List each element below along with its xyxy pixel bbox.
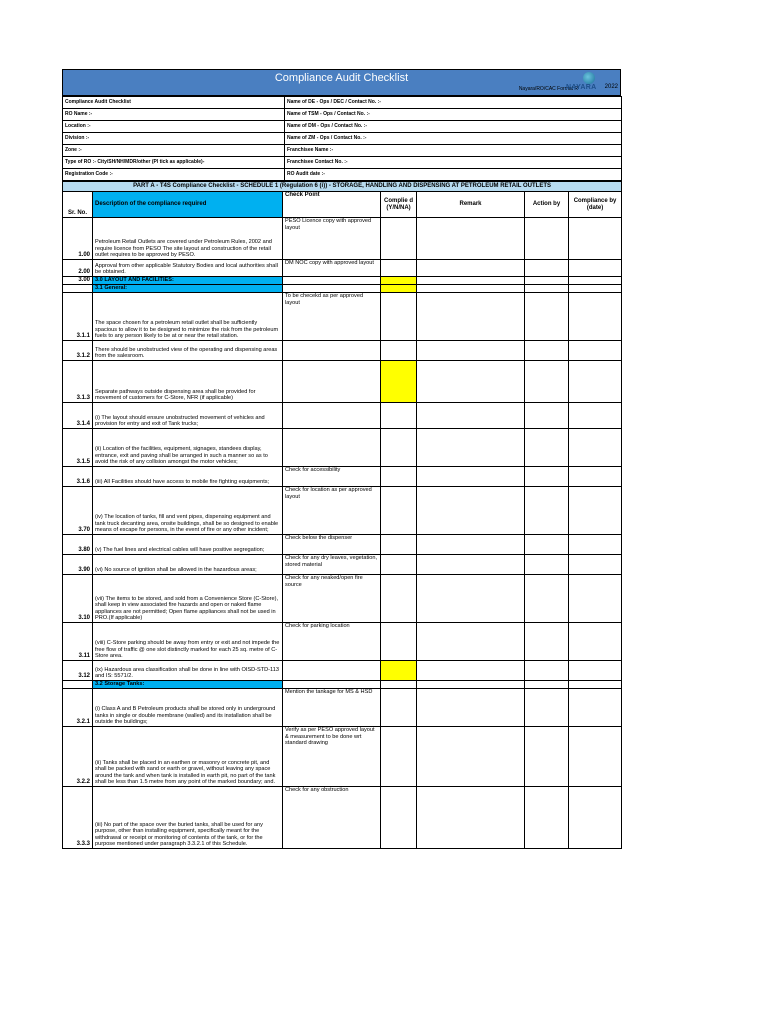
- header-row: [63, 157, 622, 169]
- compliance-date-cell[interactable]: [569, 429, 622, 467]
- header-row: [63, 133, 622, 145]
- col-compliance-date: Compliance by (date): [569, 192, 622, 218]
- complied-cell[interactable]: [381, 727, 417, 787]
- page-title: Compliance Audit Checklist: [274, 72, 409, 84]
- logo-word: NAYARA: [566, 84, 597, 91]
- remark-cell[interactable]: [417, 727, 525, 787]
- sr-no-cell: 3.2.1: [63, 689, 93, 727]
- description-cell: (viii) C-Store parking should be away from entry or exit and not impede the free flow of traffic @ one slot distinctly marked for each 25 sq. metre of C- Store area.: [93, 623, 283, 661]
- part-heading: PART A - T4S Compliance Checklist - SCHEDULE 1 (Regulation 6 (i)) - STORAGE, HANDLING AND DISPENSING AT PETROLEUM RETAIL OUTLETS: [63, 182, 622, 192]
- header-field-right[interactable]: [285, 157, 622, 169]
- description-cell: 3.1 General:: [93, 285, 283, 293]
- complied-cell[interactable]: [381, 681, 417, 689]
- complied-cell[interactable]: [381, 661, 417, 681]
- complied-cell[interactable]: [381, 787, 417, 849]
- description-cell: (iii) No part of the space over the buried tanks, shall be used for any purpose, other than installing equipment, specifically meant for the withdrawal or receipt or monitoring of contents of the tank, or for the purpose mentioned under paragraph 3.3.2.1 of this Schedule.: [93, 787, 283, 849]
- header-field-label: RO Audit date :-: [287, 171, 325, 178]
- header-field-label: Name of DM - Ops / Contact No. :-: [287, 123, 367, 130]
- nayara-logo-icon: [583, 72, 595, 84]
- header-field-right[interactable]: [285, 109, 622, 121]
- compliance-date-cell[interactable]: [569, 787, 622, 849]
- action-by-cell[interactable]: [525, 689, 569, 727]
- complied-cell[interactable]: [381, 555, 417, 575]
- complied-cell[interactable]: [381, 293, 417, 341]
- header-field-left[interactable]: [63, 133, 285, 145]
- action-by-cell[interactable]: [525, 623, 569, 661]
- check-point-cell: [283, 277, 381, 285]
- action-by-cell[interactable]: [525, 575, 569, 623]
- sr-no-cell: 2.00: [63, 260, 93, 277]
- header-field-left[interactable]: [63, 109, 285, 121]
- header-row: [63, 169, 622, 181]
- compliance-date-cell[interactable]: [569, 293, 622, 341]
- action-by-cell[interactable]: [525, 727, 569, 787]
- check-point-cell: [283, 429, 381, 467]
- part-heading-row: [63, 182, 622, 192]
- description-cell: Approval from other applicable Statutory Bodies and local authorities shall be obtained.: [93, 260, 283, 277]
- complied-cell[interactable]: [381, 341, 417, 361]
- table-row: [63, 623, 622, 661]
- sr-no-cell: 3.70: [63, 487, 93, 535]
- action-by-cell[interactable]: [525, 293, 569, 341]
- complied-cell[interactable]: [381, 535, 417, 555]
- action-by-cell[interactable]: [525, 285, 569, 293]
- col-action-by: Action by: [525, 192, 569, 218]
- compliance-date-cell[interactable]: [569, 575, 622, 623]
- header-field-left[interactable]: [63, 97, 285, 109]
- compliance-date-cell[interactable]: [569, 361, 622, 403]
- compliance-date-cell[interactable]: [569, 535, 622, 555]
- compliance-date-cell[interactable]: [569, 277, 622, 285]
- compliance-date-cell[interactable]: [569, 689, 622, 727]
- table-row: [63, 787, 622, 849]
- header-field-label: Name of ZM - Ops / Contact No. :-: [287, 135, 367, 142]
- complied-cell[interactable]: [381, 487, 417, 535]
- header-row: [63, 145, 622, 157]
- header-field-label: Division :-: [65, 135, 90, 142]
- header-row: [63, 109, 622, 121]
- sr-no-cell: 3.1.1: [63, 293, 93, 341]
- checklist-table: [62, 181, 622, 849]
- table-row: [63, 260, 622, 277]
- description-cell: (i) Class A and B Petroleum products shall be stored only in underground tanks in single or double membrane (walled) and its installation shall be outside the buildings;: [93, 689, 283, 727]
- check-point-cell: Check for parking location: [283, 623, 381, 661]
- compliance-date-cell[interactable]: [569, 555, 622, 575]
- check-point-cell: PESO Licence copy with approved layout: [283, 218, 381, 260]
- table-row: [63, 293, 622, 341]
- check-point-cell: To be checekd as per approved layout: [283, 293, 381, 341]
- header-field-label: Name of DE - Ops / DEC / Contact No. :-: [287, 99, 381, 106]
- check-point-cell: Check for any obstruction: [283, 787, 381, 849]
- header-row: [63, 121, 622, 133]
- sr-no-cell: 3.1.2: [63, 341, 93, 361]
- column-header-row: [63, 192, 622, 218]
- sr-no-cell: 3.11: [63, 623, 93, 661]
- compliance-date-cell[interactable]: [569, 285, 622, 293]
- section-row: [63, 285, 622, 293]
- table-row: [63, 341, 622, 361]
- description-cell: Petroleum Retail Outlets are covered under Petroleum Rules, 2002 and require licence from PESO The site layout and construction of the retail outlet requires to be approved by PESO.: [93, 218, 283, 260]
- remark-cell[interactable]: [417, 661, 525, 681]
- col-check-point: Check Point: [283, 192, 381, 218]
- compliance-date-cell[interactable]: [569, 403, 622, 429]
- header-field-right[interactable]: [285, 121, 622, 133]
- remark-cell[interactable]: [417, 487, 525, 535]
- action-by-cell[interactable]: [525, 555, 569, 575]
- header-field-right[interactable]: [285, 97, 622, 109]
- header-field-left[interactable]: [63, 157, 285, 169]
- check-point-cell: [283, 341, 381, 361]
- compliance-date-cell[interactable]: [569, 727, 622, 787]
- remark-cell[interactable]: [417, 575, 525, 623]
- action-by-cell[interactable]: [525, 661, 569, 681]
- header-field-label: Franchisee Name :-: [287, 147, 334, 154]
- sr-no-cell: 3.3.3: [63, 787, 93, 849]
- header-field-label: Franchisee Contact No. :-: [287, 159, 348, 166]
- complied-cell[interactable]: [381, 467, 417, 487]
- complied-cell[interactable]: [381, 277, 417, 285]
- complied-cell[interactable]: [381, 285, 417, 293]
- check-point-cell: [283, 361, 381, 403]
- remark-cell[interactable]: [417, 689, 525, 727]
- sr-no-cell: 3.12: [63, 661, 93, 681]
- check-point-cell: Check for location as per approved layout: [283, 487, 381, 535]
- nayara-logo: [566, 71, 618, 95]
- header-field-label: Zone :-: [65, 147, 82, 154]
- check-point-cell: Check for any dry leaves, vegetation, stored material: [283, 555, 381, 575]
- description-cell: The space chosen for a petroleum retail outlet shall be sufficiently spacious to allow it to be designed to minimize the risk from the petroleum fuels to any person likely to be at or near the retail station.: [93, 293, 283, 341]
- sr-no-cell: 3.2.2: [63, 727, 93, 787]
- description-cell: (ii) Tanks shall be placed in an earthen or masonry or concrete pit, and shall be packed with sand or earth or gravel, without leaving any space around the tank and when tank is installed in earth pit, no part of the tank shall be less than 1.5 metre from any point of the marked boundary; and.: [93, 727, 283, 787]
- sr-no-cell: 3.1.5: [63, 429, 93, 467]
- check-point-cell: Mention the tankage for MS & HSD: [283, 689, 381, 727]
- sr-no-cell: 3.1.3: [63, 361, 93, 403]
- compliance-date-cell[interactable]: [569, 260, 622, 277]
- header-field-label: Location :-: [65, 123, 91, 130]
- col-description: Description of the compliance required: [93, 192, 283, 218]
- compliance-date-cell[interactable]: [569, 661, 622, 681]
- remark-cell[interactable]: [417, 787, 525, 849]
- header-field-label: Type of RO :- City/SH/NH/MDR/other (Pl tick as applicable)-: [65, 159, 205, 166]
- table-row: [63, 467, 622, 487]
- sr-no-cell: 3.00: [63, 277, 93, 285]
- format-reference: Nayara/RO/CAC Format R: [518, 86, 578, 92]
- remark-cell[interactable]: [417, 260, 525, 277]
- title-bar: [62, 69, 621, 96]
- description-cell: (vi) No source of ignition shall be allowed in the hazardous areas;: [93, 555, 283, 575]
- checklist-sheet: [62, 69, 621, 849]
- check-point-cell: Verify as per PESO approved layout & measurement to be done wrt standard drawing: [283, 727, 381, 787]
- complied-cell[interactable]: [381, 260, 417, 277]
- compliance-date-cell[interactable]: [569, 623, 622, 661]
- action-by-cell[interactable]: [525, 535, 569, 555]
- complied-cell[interactable]: [381, 403, 417, 429]
- description-cell: 3.0 LAYOUT AND FACILITIES:: [93, 277, 283, 285]
- sr-no-cell: 3.1.4: [63, 403, 93, 429]
- sr-no-cell: 3.1.6: [63, 467, 93, 487]
- remark-cell[interactable]: [417, 555, 525, 575]
- compliance-date-cell[interactable]: [569, 218, 622, 260]
- table-row: [63, 535, 622, 555]
- complied-cell[interactable]: [381, 218, 417, 260]
- remark-cell[interactable]: [417, 361, 525, 403]
- compliance-date-cell[interactable]: [569, 681, 622, 689]
- check-point-cell: [283, 681, 381, 689]
- complied-cell[interactable]: [381, 689, 417, 727]
- header-field-label: RO Name :-: [65, 111, 93, 118]
- remark-cell[interactable]: [417, 429, 525, 467]
- description-cell: There should be unobstructed view of the operating and dispensing areas from the salesroom.: [93, 341, 283, 361]
- header-field-right[interactable]: [285, 169, 622, 181]
- remark-cell[interactable]: [417, 285, 525, 293]
- action-by-cell[interactable]: [525, 403, 569, 429]
- remark-cell[interactable]: [417, 218, 525, 260]
- header-field-label: Name of TSM - Ops / Contact No. :-: [287, 111, 370, 118]
- complied-cell[interactable]: [381, 429, 417, 467]
- complied-cell[interactable]: [381, 623, 417, 661]
- check-point-cell: Check below the dispenser: [283, 535, 381, 555]
- table-row: [63, 361, 622, 403]
- action-by-cell[interactable]: [525, 218, 569, 260]
- action-by-cell[interactable]: [525, 681, 569, 689]
- table-row: [63, 429, 622, 467]
- check-point-cell: [283, 661, 381, 681]
- remark-cell[interactable]: [417, 341, 525, 361]
- col-complied: Complie d (Y/N/NA): [381, 192, 417, 218]
- description-cell: (ix) Hazardous area classification shall be done in line with OISD-STD-113 and IS: 5571/2.: [93, 661, 283, 681]
- section-row: [63, 681, 622, 689]
- header-table: [62, 96, 622, 181]
- description-cell: 3.2 Storage Tanks:: [93, 681, 283, 689]
- table-row: [63, 403, 622, 429]
- remark-cell[interactable]: [417, 681, 525, 689]
- header-field-left[interactable]: [63, 169, 285, 181]
- remark-cell[interactable]: [417, 467, 525, 487]
- compliance-date-cell[interactable]: [569, 341, 622, 361]
- compliance-date-cell[interactable]: [569, 467, 622, 487]
- complied-cell[interactable]: [381, 575, 417, 623]
- header-field-right[interactable]: [285, 145, 622, 157]
- remark-cell[interactable]: [417, 277, 525, 285]
- description-cell: (i) The layout should ensure unobstructed movement of vehicles and provision for entry and exit of Tank trucks;: [93, 403, 283, 429]
- header-field-label: Compliance Audit Checklist: [65, 99, 131, 106]
- remark-cell[interactable]: [417, 535, 525, 555]
- action-by-cell[interactable]: [525, 341, 569, 361]
- section-row: [63, 277, 622, 285]
- col-remark: Remark: [417, 192, 525, 218]
- action-by-cell[interactable]: [525, 260, 569, 277]
- description-cell: (ii) Location of the facilities, equipment, signages, standees display, entrance, exit and paving shall be arranged in such a manner so as to avoid the risk of any collision amongst the motor vehicles;: [93, 429, 283, 467]
- complied-cell[interactable]: [381, 361, 417, 403]
- col-sr-no: Sr. No.: [63, 192, 93, 218]
- header-field-left[interactable]: [63, 121, 285, 133]
- header-field-right[interactable]: [285, 133, 622, 145]
- action-by-cell[interactable]: [525, 277, 569, 285]
- check-point-cell: [283, 285, 381, 293]
- sr-no-cell: [63, 681, 93, 689]
- remark-cell[interactable]: [417, 623, 525, 661]
- sr-no-cell: 3.80: [63, 535, 93, 555]
- action-by-cell[interactable]: [525, 361, 569, 403]
- remark-cell[interactable]: [417, 403, 525, 429]
- table-row: [63, 727, 622, 787]
- description-cell: (iv) The location of tanks, fill and vent pipes, dispensing equipment and tank truck decanting area, onsite buildings, shall be so designed to enable means of escape for persons, in the event of fire or any other incident;: [93, 487, 283, 535]
- sr-no-cell: 1.00: [63, 218, 93, 260]
- action-by-cell[interactable]: [525, 487, 569, 535]
- table-row: [63, 555, 622, 575]
- description-cell: (iii) All Facilities should have access to mobile fire fighting equipments;: [93, 467, 283, 487]
- check-point-cell: Check for any neaked/open fire source: [283, 575, 381, 623]
- action-by-cell[interactable]: [525, 429, 569, 467]
- compliance-date-cell[interactable]: [569, 487, 622, 535]
- table-row: [63, 661, 622, 681]
- sr-no-cell: 3.10: [63, 575, 93, 623]
- header-row: [63, 97, 622, 109]
- sr-no-cell: 3.90: [63, 555, 93, 575]
- sr-no-cell: [63, 285, 93, 293]
- table-row: [63, 575, 622, 623]
- table-row: [63, 487, 622, 535]
- check-point-cell: Check for accessibility: [283, 467, 381, 487]
- table-row: [63, 218, 622, 260]
- table-row: [63, 689, 622, 727]
- logo-year: 2022: [604, 84, 618, 90]
- description-cell: Separate pathways outside dispensing area shall be provided for movement of customers for C-Store, NFR (if applicable): [93, 361, 283, 403]
- header-field-left[interactable]: [63, 145, 285, 157]
- header-field-label: Registration Code :-: [65, 171, 113, 178]
- check-point-cell: DM NOC copy with approved layout: [283, 260, 381, 277]
- description-cell: (vii) The items to be stored, and sold from a Convenience Store (C-Store), shall keep in view associated fire hazards and open or naked flame appliances are not permitted; Open flame appliances shall not be used in PRO.(If applicable): [93, 575, 283, 623]
- description-cell: (v) The fuel lines and electrical cables will have positive segregation;: [93, 535, 283, 555]
- action-by-cell[interactable]: [525, 467, 569, 487]
- remark-cell[interactable]: [417, 293, 525, 341]
- check-point-cell: [283, 403, 381, 429]
- action-by-cell[interactable]: [525, 787, 569, 849]
